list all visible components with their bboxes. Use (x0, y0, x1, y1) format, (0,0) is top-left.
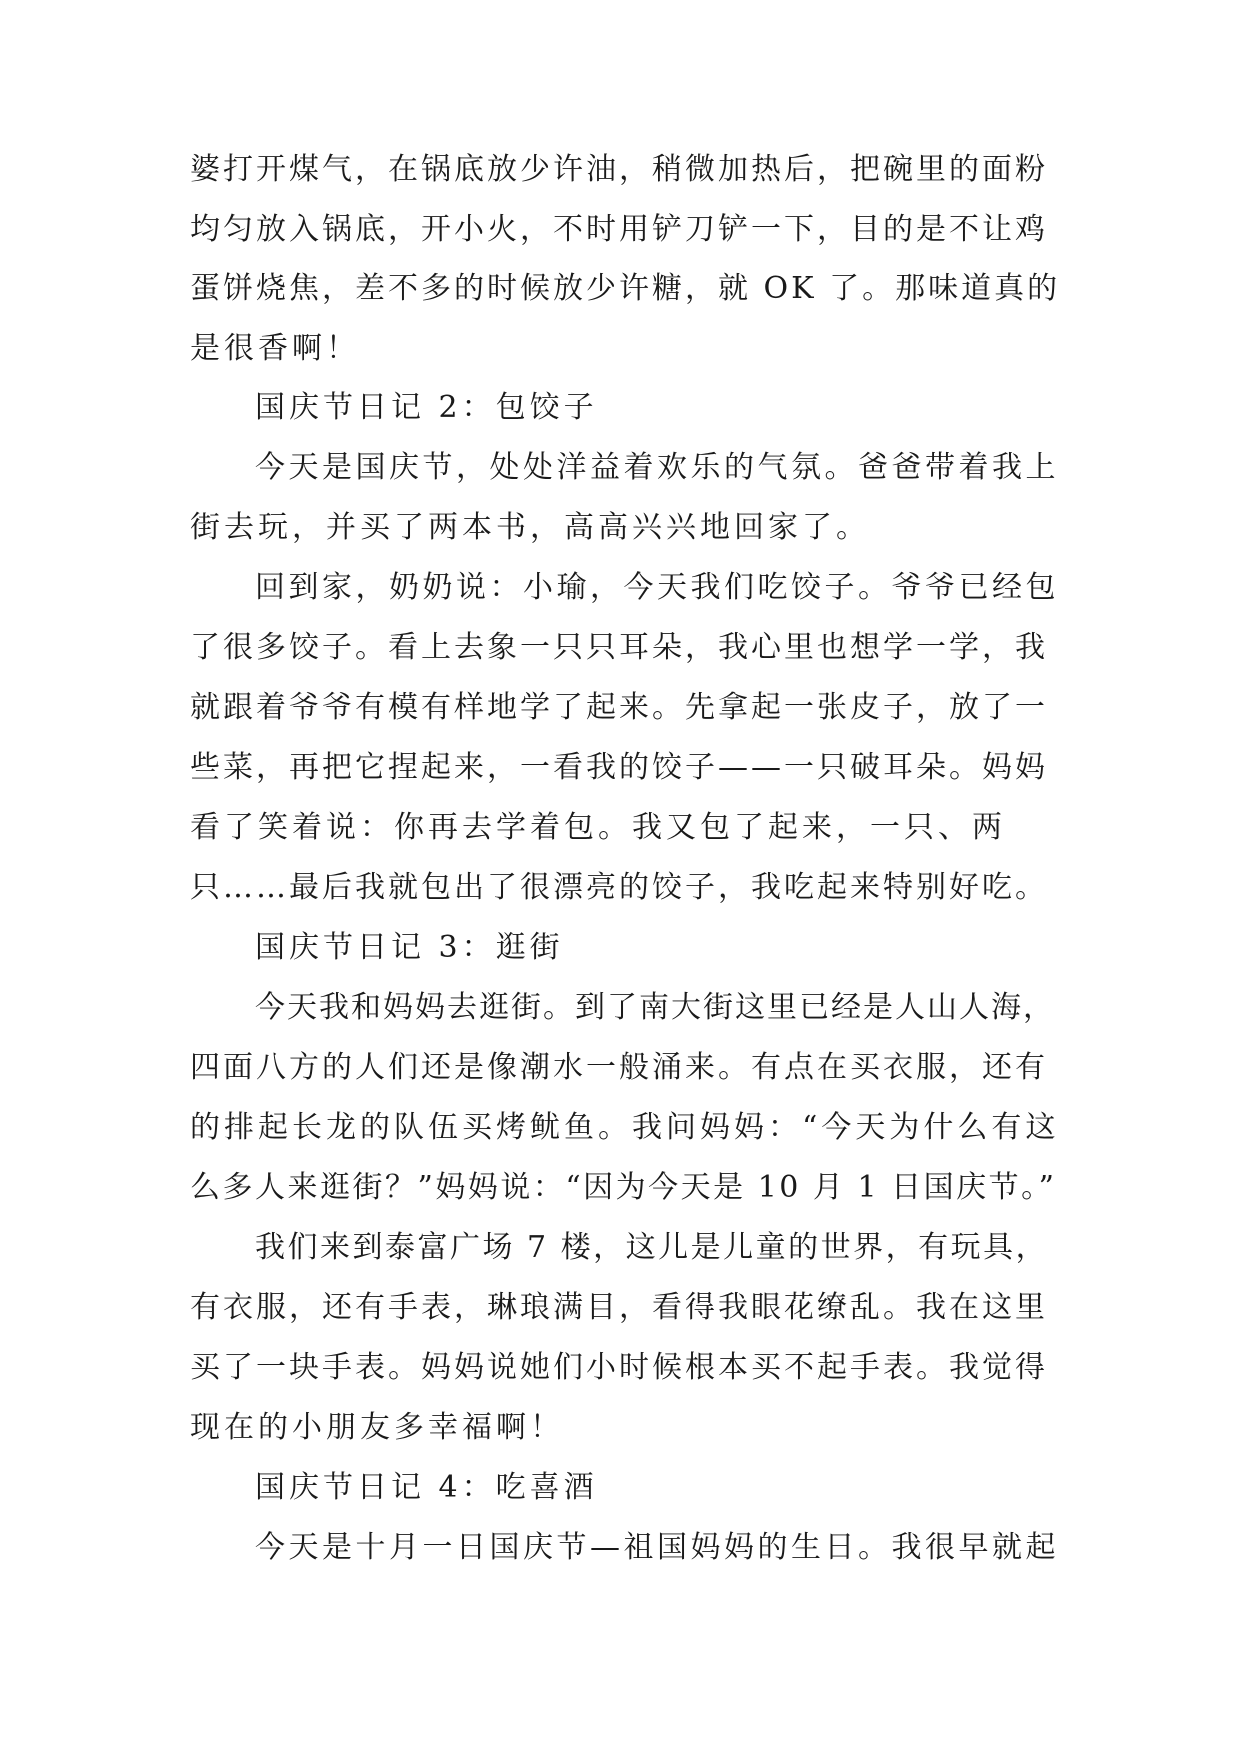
text-line: 有衣服，还有手表，琳琅满目，看得我眼花缭乱。我在这里 (190, 1290, 1048, 1325)
text-line: 看了笑着说：你再去学着包。我又包了起来，一只、两 (190, 810, 1006, 845)
text-line: 婆打开煤气，在锅底放少许油，稍微加热后，把碗里的面粉 (190, 152, 1048, 187)
section-heading: 国庆节日记 4：吃喜酒 (255, 1470, 598, 1505)
text-line: 今天我和妈妈去逛街。到了南大街这里已经是人山人海， (255, 990, 1055, 1025)
text-line: 均匀放入锅底，开小火，不时用铲刀铲一下，目的是不让鸡 (190, 212, 1048, 247)
section-heading: 国庆节日记 3：逛街 (255, 930, 564, 965)
text-line: 些菜，再把它捏起来，一看我的饺子——一只破耳朵。妈妈 (190, 750, 1048, 785)
text-line: 是很香啊！ (190, 331, 360, 366)
text-line: 回到家，奶奶说：小瑜，今天我们吃饺子。爷爷已经包 (255, 570, 1059, 605)
text-line: 现在的小朋友多幸福啊！ (190, 1410, 564, 1445)
section-heading: 国庆节日记 2：包饺子 (255, 390, 598, 425)
text-line: 街去玩，并买了两本书，高高兴兴地回家了。 (190, 510, 870, 545)
text-line: 只……最后我就包出了很漂亮的饺子，我吃起来特别好吃。 (190, 870, 1048, 905)
text-line: 么多人来逛街？”妈妈说：“因为今天是 10 月 1 日国庆节。” (190, 1170, 1057, 1205)
text-line: 蛋饼烧焦，差不多的时候放少许糖，就 OK 了。那味道真的 (190, 271, 1061, 306)
text-line: 了很多饺子。看上去象一只只耳朵，我心里也想学一学，我 (190, 630, 1048, 665)
text-line: 我们来到泰富广场 7 楼，这儿是儿童的世界，有玩具， (255, 1230, 1049, 1265)
text-line: 今天是国庆节，处处洋益着欢乐的气氛。爸爸带着我上 (255, 450, 1059, 485)
text-line: 今天是十月一日国庆节—祖国妈妈的生日。我很早就起 (255, 1530, 1059, 1565)
text-line: 四面八方的人们还是像潮水一般涌来。有点在买衣服，还有 (190, 1050, 1048, 1085)
text-line: 就跟着爷爷有模有样地学了起来。先拿起一张皮子，放了一 (190, 690, 1048, 725)
text-line: 买了一块手表。妈妈说她们小时候根本买不起手表。我觉得 (190, 1350, 1048, 1385)
text-line: 的排起长龙的队伍买烤鱿鱼。我问妈妈：“今天为什么有这 (190, 1110, 1060, 1145)
